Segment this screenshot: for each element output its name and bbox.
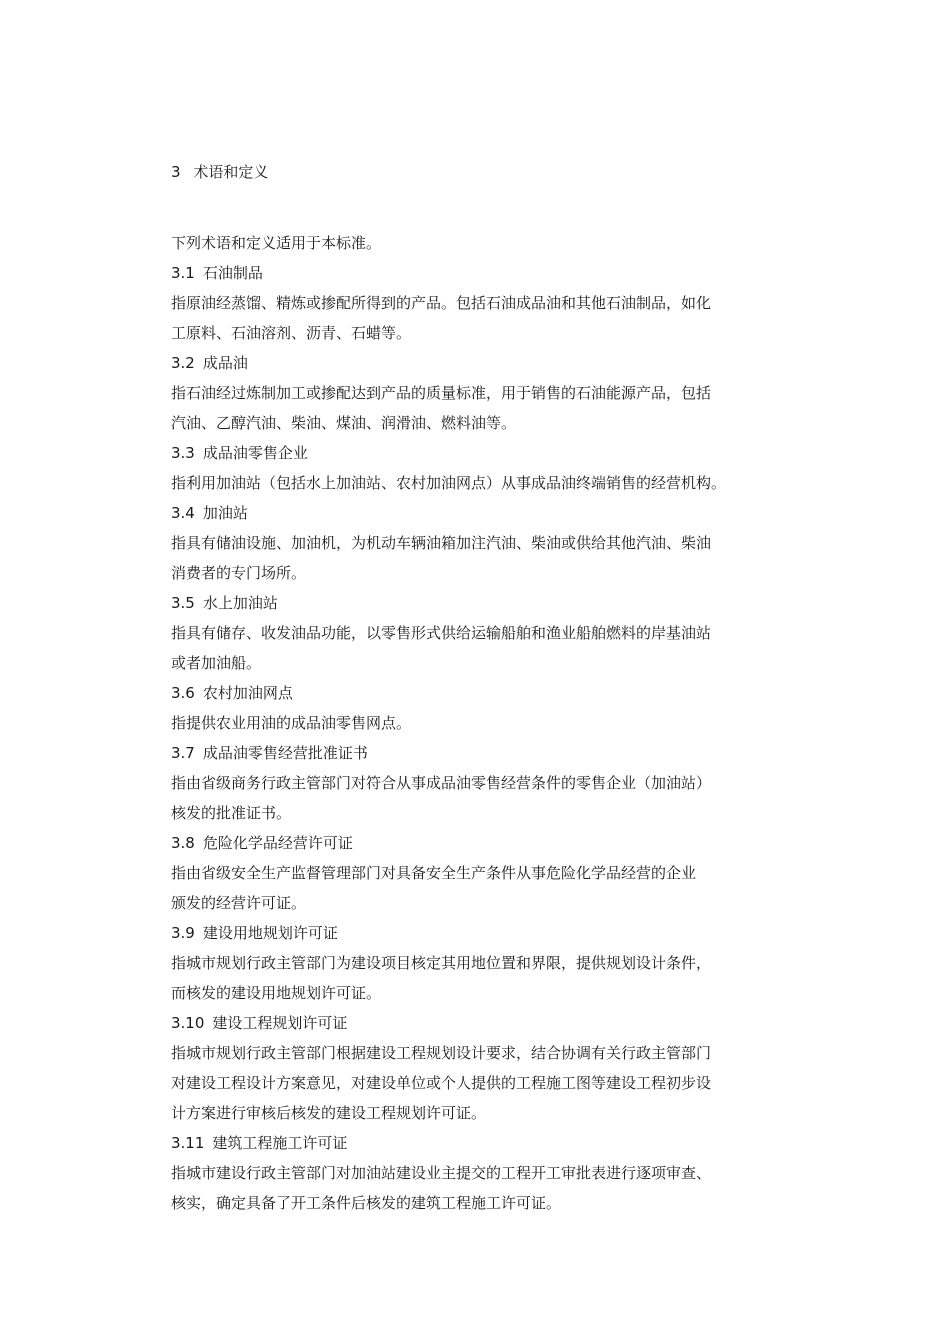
section-heading — [171, 161, 811, 183]
term-definition-line: 指利用加油站（包括水上加油站、农村加油网点）从事成品油终端销售的经营机构。 — [171, 474, 727, 492]
term-heading — [171, 258, 811, 288]
term-definition-line: 核实，确定具备了开工条件后核发的建筑工程施工许可证。 — [171, 1194, 562, 1212]
term-name: 石油制品 — [202, 264, 263, 282]
term-entry — [171, 918, 811, 1008]
term-name: 成品油 — [202, 354, 248, 372]
term-definition-line: 指具有储油设施、加油机，为机动车辆油箱加注汽油、柴油或供给其他汽油、柴油 — [171, 534, 712, 552]
term-entry — [171, 828, 811, 918]
term-heading — [171, 1008, 811, 1038]
term-heading — [171, 588, 811, 618]
term-number: 3.2 — [171, 354, 195, 372]
term-definition-line: 指由省级商务行政主管部门对符合从事成品油零售经营条件的零售企业（加油站） — [171, 774, 712, 792]
term-definition-line: 指具有储存、收发油品功能，以零售形式供给运输船舶和渔业船舶燃料的岸基油站 — [171, 624, 712, 642]
term-heading — [171, 738, 811, 768]
term-entry — [171, 678, 811, 738]
term-entry — [171, 1008, 811, 1128]
term-number: 3.9 — [171, 924, 195, 942]
term-number: 3.4 — [171, 504, 195, 522]
term-name: 水上加油站 — [202, 594, 278, 612]
term-number: 3.7 — [171, 744, 195, 762]
term-definition-line: 指城市建设行政主管部门对加油站建设业主提交的工程开工审批表进行逐项审查、 — [171, 1164, 712, 1182]
term-definition-line: 而核发的建设用地规划许可证。 — [171, 984, 382, 1002]
term-name: 成品油零售经营批准证书 — [202, 744, 368, 762]
term-definition-line: 核发的批准证书。 — [171, 804, 292, 822]
term-definition-line: 颁发的经营许可证。 — [171, 894, 307, 912]
term-definition-line: 指由省级安全生产监督管理部门对具备安全生产条件从事危险化学品经营的企业 — [171, 864, 697, 882]
term-entry — [171, 738, 811, 828]
term-entry — [171, 498, 811, 588]
term-name: 成品油零售企业 — [202, 444, 308, 462]
section-number: 3 — [171, 163, 181, 181]
term-number: 3.5 — [171, 594, 195, 612]
term-definition-line: 指原油经蒸馏、精炼或掺配所得到的产品。包括石油成品油和其他石油制品，如化 — [171, 294, 712, 312]
term-name: 危险化学品经营许可证 — [202, 834, 353, 852]
term-number: 3.10 — [171, 1014, 205, 1032]
intro-paragraph: 下列术语和定义适用于本标准。 — [171, 234, 382, 252]
term-definition-line: 对建设工程设计方案意见，对建设单位或个人提供的工程施工图等建设工程初步设 — [171, 1074, 712, 1092]
term-definition-line: 消费者的专门场所。 — [171, 564, 307, 582]
term-list — [171, 258, 811, 1218]
term-entry — [171, 258, 811, 348]
term-entry — [171, 438, 811, 498]
term-name: 加油站 — [202, 504, 248, 522]
term-definition-line: 计方案进行审核后核发的建设工程规划许可证。 — [171, 1104, 487, 1122]
term-entry — [171, 348, 811, 438]
term-heading — [171, 498, 811, 528]
term-definition-line: 工原料、石油溶剂、沥青、石蜡等。 — [171, 324, 412, 342]
term-name: 建筑工程施工许可证 — [212, 1134, 348, 1152]
term-definition-line: 或者加油船。 — [171, 654, 262, 672]
term-heading — [171, 678, 811, 708]
term-heading — [171, 348, 811, 378]
term-number: 3.11 — [171, 1134, 205, 1152]
term-heading — [171, 828, 811, 858]
term-definition-line: 指城市规划行政主管部门根据建设工程规划设计要求，结合协调有关行政主管部门 — [171, 1044, 712, 1062]
term-entry — [171, 1128, 811, 1218]
term-heading — [171, 1128, 811, 1158]
term-number: 3.1 — [171, 264, 195, 282]
term-definition-line: 汽油、乙醇汽油、柴油、煤油、润滑油、燃料油等。 — [171, 414, 517, 432]
term-name: 农村加油网点 — [202, 684, 293, 702]
document-page — [171, 161, 811, 1218]
term-definition-line: 指提供农业用油的成品油零售网点。 — [171, 714, 412, 732]
term-number: 3.6 — [171, 684, 195, 702]
term-name: 建设用地规划许可证 — [202, 924, 338, 942]
term-heading — [171, 918, 811, 948]
term-definition-line: 指石油经过炼制加工或掺配达到产品的质量标准，用于销售的石油能源产品，包括 — [171, 384, 712, 402]
section-title: 术语和定义 — [193, 163, 269, 181]
term-heading — [171, 438, 811, 468]
term-name: 建设工程规划许可证 — [212, 1014, 348, 1032]
term-definition-line: 指城市规划行政主管部门为建设项目核定其用地位置和界限，提供规划设计条件， — [171, 954, 712, 972]
term-number: 3.3 — [171, 444, 195, 462]
term-entry — [171, 588, 811, 678]
term-number: 3.8 — [171, 834, 195, 852]
